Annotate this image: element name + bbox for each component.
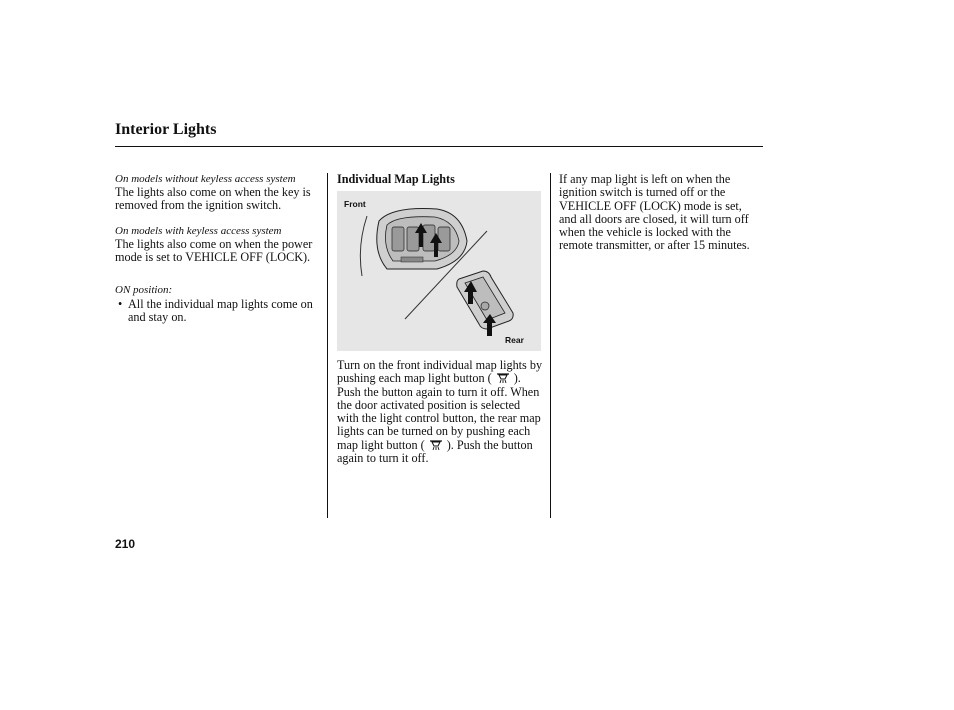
map-lights-paragraph xyxy=(337,359,543,465)
bullet-text: All the individual map lights come on and stay on. xyxy=(128,296,313,325)
bullet-mark: • xyxy=(118,296,123,311)
figure-label-rear: Rear xyxy=(505,335,524,345)
auto-off-paragraph: If any map light is left on when the ignition switch is turned off or the VEHICLE OFF (LOCK) mode is set, and all doors are closed, it will turn off when the vehicle is locked with the remote transmitter, or after 15 minutes. xyxy=(559,172,750,253)
column-divider-left xyxy=(327,173,328,518)
left-column xyxy=(115,173,320,325)
note-keyless-present-label: On models with keyless access system xyxy=(115,225,282,238)
note-keyless-absent-text: The lights also come on when the key is removed from the ignition switch. xyxy=(115,184,311,212)
note-keyless-absent-label: On models without keyless access system xyxy=(115,173,296,185)
paragraph-part-3: ). Push the button again to turn it off. xyxy=(337,437,533,466)
bullet-item xyxy=(115,298,320,325)
column-divider-right xyxy=(550,173,551,518)
rear-console xyxy=(457,271,513,329)
note-keyless-present-text: The lights also come on when the power mode is set to VEHICLE OFF (LOCK). xyxy=(115,236,313,265)
map-lights-drawing xyxy=(337,191,541,351)
title-rule xyxy=(115,146,763,147)
map-light-icon xyxy=(492,372,514,384)
map-lights-illustration xyxy=(337,191,541,351)
page-number: 210 xyxy=(115,537,136,551)
on-position-label: ON position: xyxy=(115,284,173,297)
paragraph-part-2: ). Push the button again to turn it off. When the door activated position is selected with the light control button, the rear map lights can be turned on by pushing each map light button ( xyxy=(337,371,541,452)
page-title: Interior Lights xyxy=(115,121,217,138)
section-heading: Individual Map Lights xyxy=(337,172,455,186)
paragraph-part-1: Turn on the front individual map lights by pushing each map light button ( xyxy=(337,358,543,386)
figure-label-front: Front xyxy=(344,199,366,209)
map-light-icon xyxy=(425,439,447,451)
